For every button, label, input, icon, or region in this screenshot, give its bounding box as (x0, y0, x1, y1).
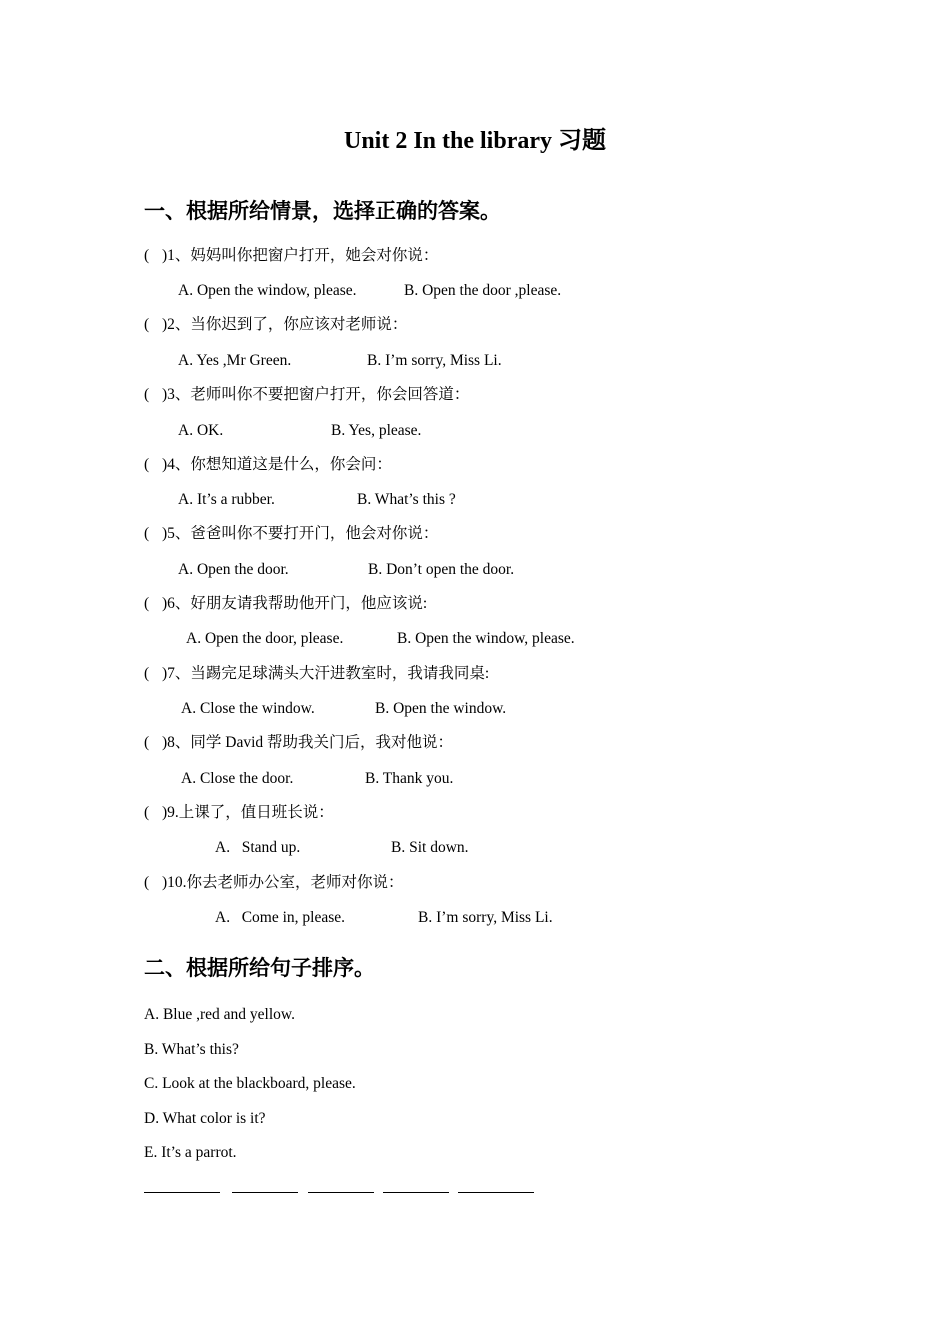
question-9-option-a: A. Stand up. (215, 839, 301, 856)
question-7-option-a: A. Close the window. (181, 700, 315, 717)
question-5 (144, 523, 438, 545)
question-2-option-a: A. Yes ,Mr Green. (178, 352, 292, 369)
answer-paren: ( (144, 734, 150, 751)
question-6-option-b: B. Open the window, please. (397, 630, 575, 647)
question-5-option-a: A. Open the door. (178, 561, 289, 578)
answer-paren: ( (144, 316, 150, 333)
question-prompt: )2、当你迟到了，你应该对老师说： (162, 316, 408, 333)
question-1 (144, 245, 438, 267)
sentence-item-a: A. Blue ,red and yellow. (144, 1006, 295, 1023)
answer-paren: ( (144, 804, 150, 821)
answer-paren: ( (144, 456, 150, 473)
answer-blank-1[interactable] (144, 1192, 220, 1193)
answer-paren: ( (144, 247, 150, 264)
page-title-text: Unit 2 In the library 习题 (343, 128, 606, 154)
answer-paren: ( (144, 665, 150, 682)
question-4 (144, 454, 392, 476)
question-prompt: )1、妈妈叫你把窗户打开，她会对你说： (162, 247, 439, 264)
question-2-option-b: B. I’m sorry, Miss Li. (367, 352, 502, 369)
question-6 (144, 593, 427, 615)
section2-heading: 二、根据所给句子排序。 (144, 956, 375, 980)
question-1-option-a: A. Open the window, please. (178, 282, 357, 299)
answer-paren: ( (144, 386, 150, 403)
question-prompt: )3、老师叫你不要把窗户打开，你会回答道： (162, 386, 470, 403)
question-prompt: )9.上课了，值日班长说： (162, 804, 334, 821)
sentence-item-b: B. What’s this? (144, 1041, 239, 1058)
question-3 (144, 384, 469, 406)
answer-paren: ( (144, 874, 150, 891)
question-8-option-a: A. Close the door. (181, 770, 294, 787)
question-9-option-b: B. Sit down. (391, 839, 469, 856)
question-7-option-b: B. Open the window. (375, 700, 507, 717)
answer-blank-4[interactable] (383, 1192, 449, 1193)
question-prompt: )4、你想知道这是什么，你会问： (162, 456, 392, 473)
section1-heading: 一、根据所给情景，选择正确的答案。 (144, 199, 501, 223)
answer-paren: ( (144, 595, 150, 612)
question-9 (144, 802, 334, 824)
question-6-option-a: A. Open the door, please. (186, 630, 344, 647)
question-4-option-a: A. It’s a rubber. (178, 491, 275, 508)
sentence-item-e: E. It’s a parrot. (144, 1144, 237, 1161)
question-10-option-b: B. I’m sorry, Miss Li. (418, 909, 553, 926)
question-10-option-a: A. Come in, please. (215, 909, 346, 926)
question-prompt: )6、好朋友请我帮助他开门，他应该说: (162, 595, 428, 612)
question-1-option-b: B. Open the door ,please. (404, 282, 562, 299)
question-5-option-b: B. Don’t open the door. (368, 561, 515, 578)
answer-paren: ( (144, 525, 150, 542)
question-prompt: )5、爸爸叫你不要打开门，他会对你说： (162, 525, 439, 542)
page-title (0, 124, 950, 158)
question-2 (144, 314, 407, 336)
sentence-item-c: C. Look at the blackboard, please. (144, 1075, 356, 1092)
answer-blank-3[interactable] (308, 1192, 374, 1193)
question-3-option-a: A. OK. (178, 422, 224, 439)
question-7 (144, 663, 489, 685)
question-prompt: )7、当踢完足球满头大汗进教室时，我请我同桌: (162, 665, 490, 682)
question-4-option-b: B. What’s this ? (357, 491, 456, 508)
answer-blank-2[interactable] (232, 1192, 298, 1193)
question-3-option-b: B. Yes, please. (331, 422, 422, 439)
answer-blank-5[interactable] (458, 1192, 534, 1193)
question-8-option-b: B. Thank you. (365, 770, 454, 787)
question-prompt: )10.你去老师办公室，老师对你说： (162, 874, 404, 891)
question-prompt: )8、同学 David 帮助我关门后，我对他说： (162, 734, 454, 751)
question-10 (144, 872, 404, 894)
question-8 (144, 732, 453, 754)
sentence-item-d: D. What color is it? (144, 1110, 266, 1127)
